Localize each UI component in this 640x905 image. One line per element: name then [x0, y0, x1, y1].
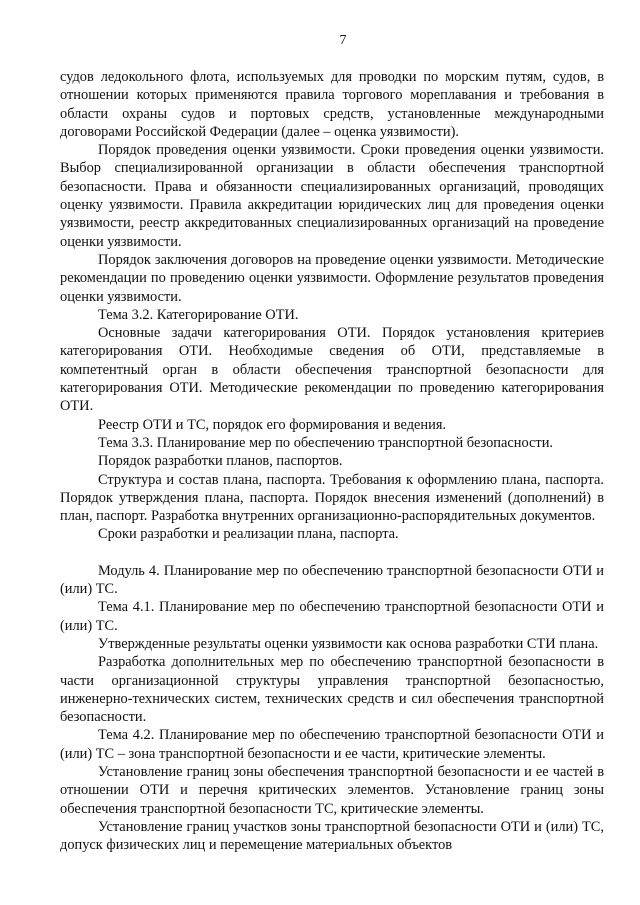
paragraph: судов ледокольного флота, используемых для проводки по морским путям, судов, в отношении которых применяются правила торгового мореплавания и требования в области охраны судов и портовых средств, установленные международными договорами Российской Федерации (далее – оценка уязвимости). [60, 69, 604, 140]
paragraph: Порядок проведения оценки уязвимости. Сроки проведения оценки уязвимости. Выбор специализированной организации в области обеспечения транспортной безопасности. Права и обязанности специализированных организаций, проводящих оценку уязвимости. Правила аккредитации юридических лиц для проведения оценки уязвимости, реестр аккредитованных специализированных организаций на проведение оценки уязвимости. [60, 142, 604, 250]
paragraph: Структура и состав плана, паспорта. Требования к оформлению плана, паспорта. Порядок утверждения плана, паспорта. Порядок внесения изменений (дополнений) в план, паспорт. Разработка внутренних организационно-распорядительных документов. [60, 471, 604, 525]
section-heading: Тема 3.3. Планирование мер по обеспечению транспортной безопасности. [98, 434, 554, 451]
paragraph: Установление границ зоны обеспечения транспортной безопасности и ее частей в отношении ОТИ и перечня критических элементов. Установление границ зоны обеспечения транспортной безопасности ТС, критические элементы. [60, 763, 604, 817]
body-text [60, 68, 604, 854]
paragraph: Установление границ участков зоны транспортной безопасности ОТИ и (или) ТС, допуск физических лиц и перемещение материальных объектов [60, 818, 604, 854]
paragraph: Порядок разработки планов, паспортов. [98, 453, 343, 470]
paragraph: Сроки разработки и реализации плана, паспорта. [98, 526, 399, 543]
section-heading: Тема 4.2. Планирование мер по обеспечению транспортной безопасности ОТИ и (или) ТС – зона транспортной безопасности и ее части, критические элементы. [60, 727, 604, 762]
paragraph: Утвержденные результаты оценки уязвимости как основа разработки СТИ плана. [98, 635, 599, 652]
module-heading: Модуль 4. Планирование мер по обеспечению транспортной безопасности ОТИ и (или) ТС. [60, 562, 604, 598]
section-heading: Тема 4.1. Планирование мер по обеспечению транспортной безопасности ОТИ и (или) ТС. [60, 599, 604, 634]
paragraph: Порядок заключения договоров на проведение оценки уязвимости. Методические рекомендации по проведению оценки уязвимости. Оформление результатов проведения оценки уязвимости. [60, 251, 604, 305]
paragraph: Основные задачи категорирования ОТИ. Порядок установления критериев категорирования ОТИ. Необходимые сведения об ОТИ, представляемые в компетентный орган в области обеспечения транспортной безопасности для категорирования ОТИ. Методические рекомендации по проведению категорирования ОТИ. [60, 325, 604, 415]
section-heading: Тема 3.2. Категорирование ОТИ. [98, 306, 299, 323]
paragraph: Реестр ОТИ и ТС, порядок его формирования и ведения. [98, 416, 447, 433]
paragraph: Разработка дополнительных мер по обеспечению транспортной безопасности в части организационной структуры управления транспортной безопасностью, инженерно-технических систем, технических средств и сил обеспечения транспортной безопасности. [60, 654, 604, 726]
page-number: 7 [339, 33, 347, 48]
